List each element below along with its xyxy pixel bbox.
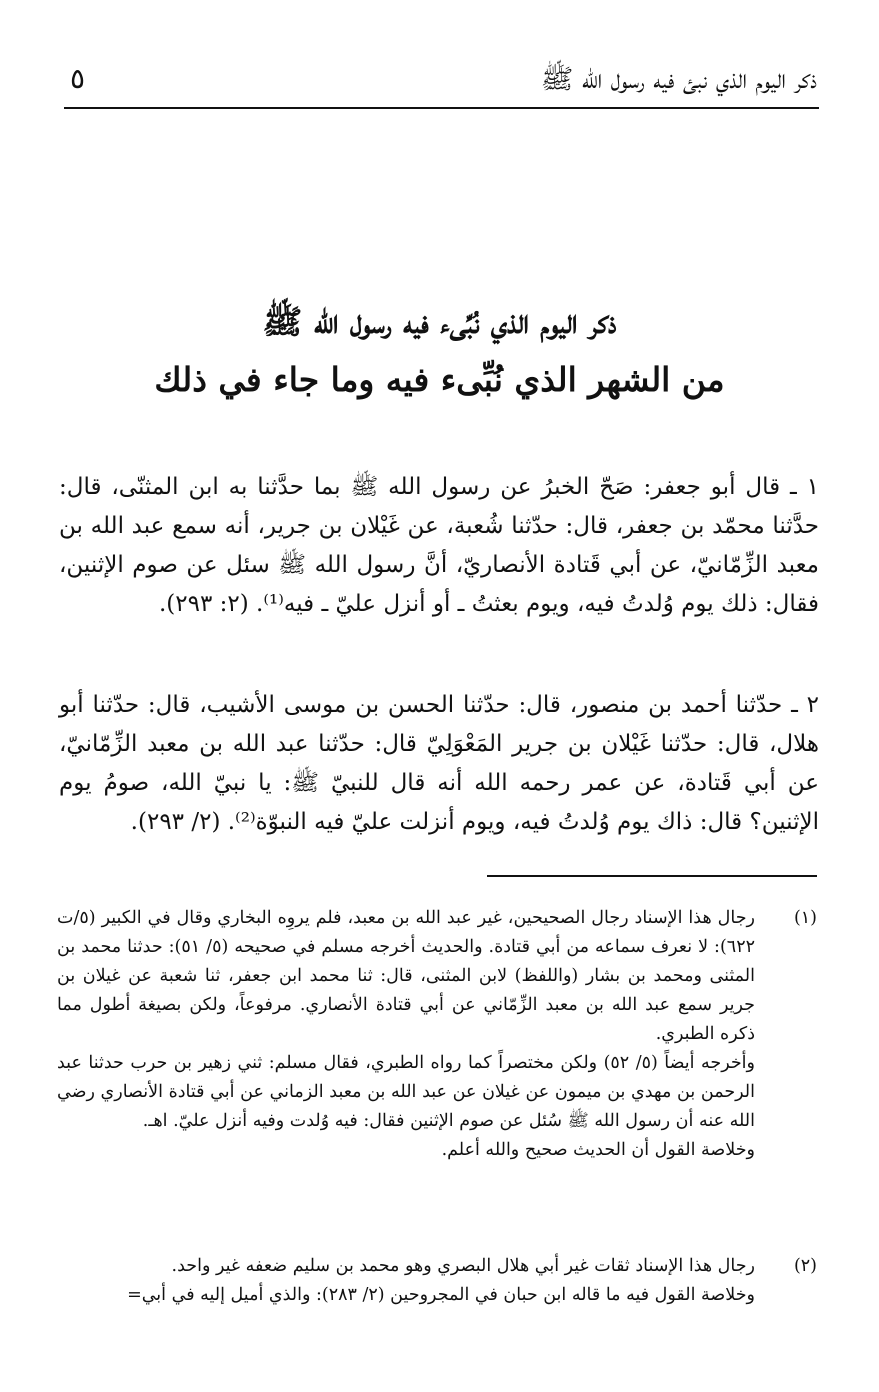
footnote-paragraph: وخلاصة القول فيه ما قاله ابن حبان في المجروحين (٢/ ٢٨٣): والذي أميل إليه في أبي= <box>127 1285 755 1305</box>
footnote-paragraph: رجال هذا الإسناد ثقات غير أبي هلال البصري وهو محمد بن سليم ضعفه غير واحد. <box>171 1256 755 1276</box>
footnote-number: (٢) <box>793 1256 817 1276</box>
footnote-paragraph: وخلاصة القول أن الحديث صحيح والله أعلم. <box>441 1140 755 1160</box>
footnote-2 <box>57 1252 817 1310</box>
running-header-title: ذكر اليوم الذي نبئ فيه رسول الله ﷺ <box>540 64 817 95</box>
footnote-separator <box>487 875 817 877</box>
body-paragraph-1: ١ ـ قال أبو جعفر: صَحّ الخبرُ عن رسول الله ﷺ بما حدَّثنا به ابن المثنّى، قال: حدَّثنا محمّد بن جعفر، قال: حدّثنا شُعبة، عن غَيْلان بن جرير، أنه سمع عبد الله بن معبد الزِّمّانيّ، عن أبي قَتادة الأنصاريّ، أنَّ رسول الله ﷺ سئل عن صوم الإثنين، فقال: ذلك يوم وُلدتُ فيه، ويوم بعثتُ ـ أو أنزل عليّ ـ فيه⁽¹⁾. (٢: ٢٩٣). <box>59 474 819 617</box>
footnote-paragraph: رجال هذا الإسناد رجال الصحيحين، غير عبد الله بن معبد، فلم يروِه البخاري وقال في الكبير (٥/ت ٦٢٢): لا نعرف سماعه من أبي قتادة. والحديث أخرجه مسلم في صحيحه (٥/ ٥١): حدثنا محمد بن المثنى ومحمد بن بشار (واللفظ) لابن المثنى، قال: ثنا محمد ابن جعفر، ثنا شعبة عن غيلان بن جرير سمع عبد الله بن معبد الزِّمّاني عن أبي قتادة الأنصاري. مرفوعاً، ولكن بصيغة أطول مما ذكره الطبري. <box>57 908 755 1044</box>
footnote-paragraph: وأخرجه أيضاً (٥/ ٥٢) ولكن مختصراً كما رواه الطبري، فقال مسلم: ثني زهير بن حرب حدثنا عبد الرحمن بن مهدي بن ميمون عن غيلان عن عبد الله بن معبد الزماني عن أبي قتادة الأنصاري رضي الله عنه أن رسول الله ﷺ سُئل عن صوم الإثنين فقال: فيه وُلدت وفيه أنزل عليّ. اهـ. <box>57 1053 755 1131</box>
page-number: ٥ <box>70 62 86 95</box>
footnote-body <box>57 904 755 1165</box>
footnote-1 <box>57 904 817 1165</box>
header-rule <box>64 107 819 109</box>
body-paragraph-2: ٢ ـ حدّثنا أحمد بن منصور، قال: حدّثنا الحسن بن موسى الأشيب، قال: حدّثنا أبو هلال، قال: حدّثنا غَيْلان بن جرير المَعْوَلِيّ قال: حدّثنا عبد الله بن معبد الزِّمّانيّ، عن أبي قَتادة، عن عمر رحمه الله أنه قال للنبيّ ﷺ: يا نبيّ الله، صومُ يوم الإثنين؟ قال: ذاك يوم وُلدتُ فيه، ويوم أنزلت عليّ فيه النبوّة⁽²⁾. (٢/ ٢٩٣). <box>59 692 819 835</box>
chapter-title-line-1: ذكر اليوم الذي نُبِّىء فيه رسول الله ﷺ <box>262 302 617 341</box>
footnote-body <box>57 1252 755 1310</box>
footnote-number: (١) <box>793 908 817 928</box>
chapter-title-line-2: من الشهر الذي نُبِّىء فيه وما جاء في ذلك <box>154 360 725 399</box>
